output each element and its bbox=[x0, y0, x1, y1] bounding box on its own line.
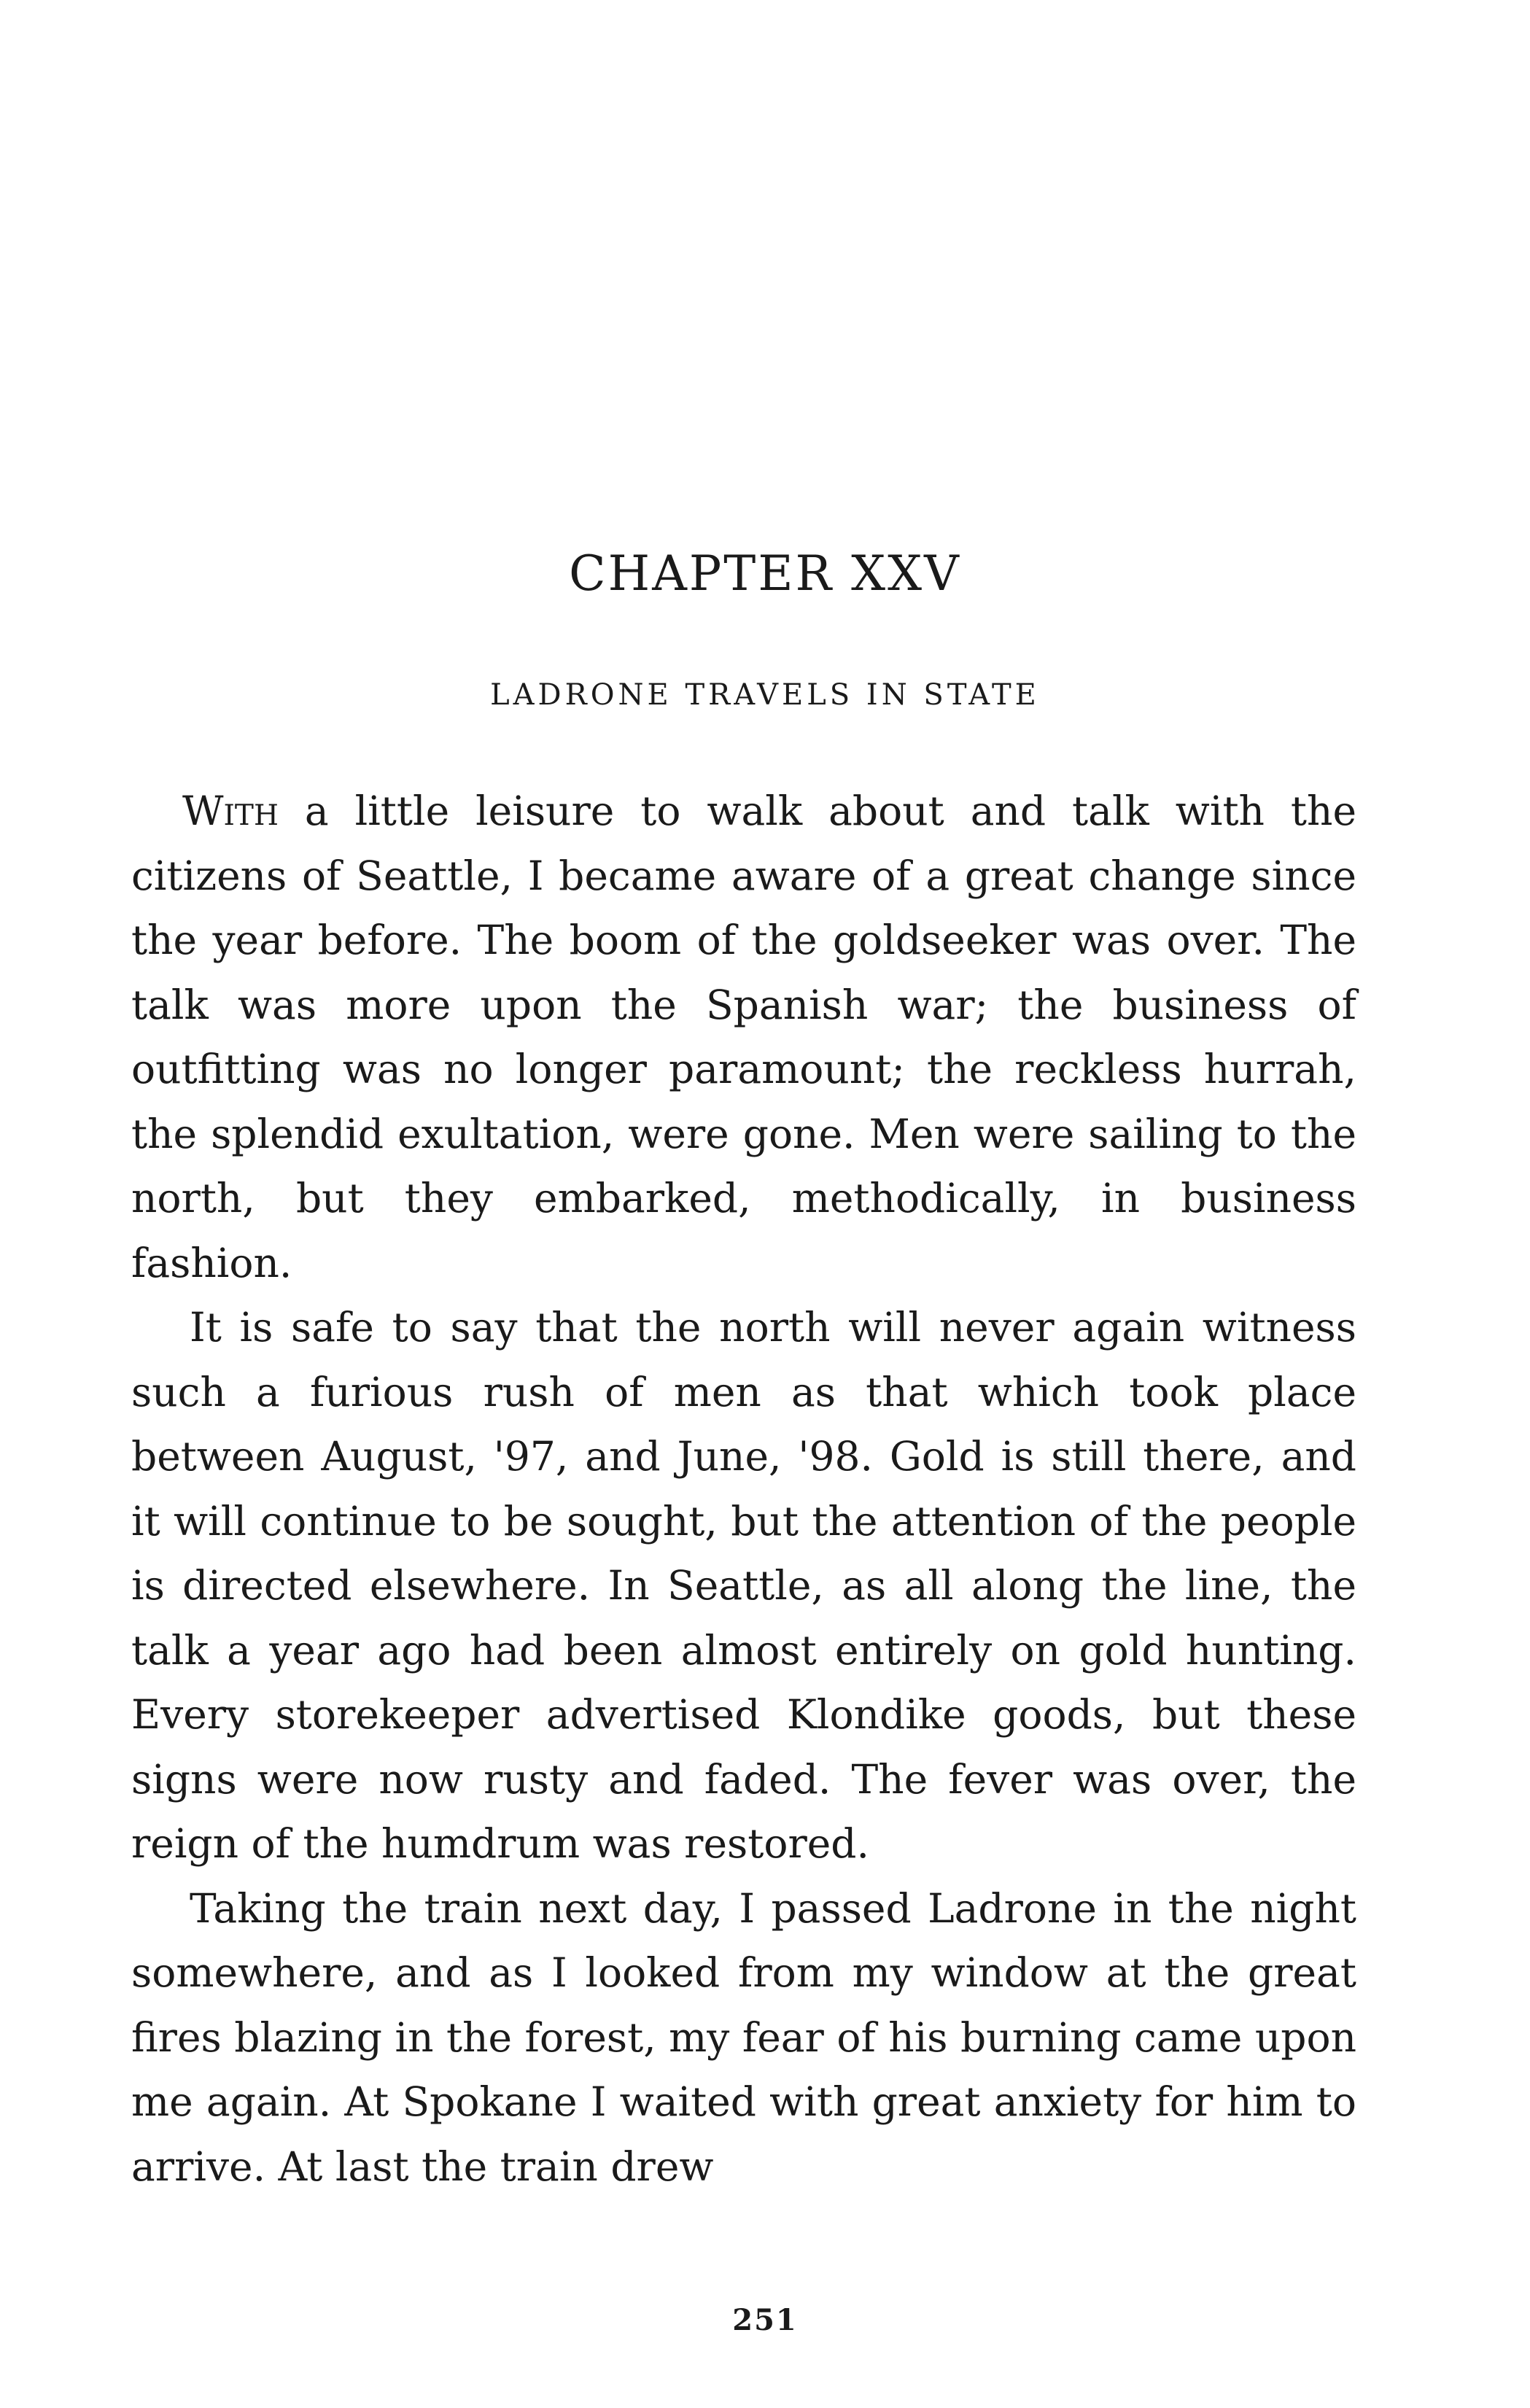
chapter-number: CHAPTER XXV bbox=[569, 545, 961, 602]
paragraph-text: a little leisure to walk about and talk with the citizens of Seattle, I became aware of a great change since the year before. The boom of the goldseeker was over. The talk was more upon the Spanish war; the business of outfitting was no longer paramount; the reckless hurrah, the splendid exultation, were gone. Men were sailing to the north, but they embarked, methodically, in business fashion. bbox=[131, 788, 1356, 1286]
paragraph: It is safe to say that the north will never again witness such a furious rush of men as that which took place between August, '97, and June, '98. Gold is still there, and it will continue to be sought, but the attention of the people is directed elsewhere. In Seattle, as all along the line, the talk a year ago had been almost entirely on gold hunting. Every storekeeper advertised Klondike goods, but these signs were now rusty and faded. The fever was over, the reign of the humdrum was restored. bbox=[131, 1304, 1356, 1867]
paragraph bbox=[131, 779, 1356, 1295]
drop-lead-word: With bbox=[182, 788, 279, 834]
chapter-body bbox=[131, 779, 1356, 2199]
paragraph: Taking the train next day, I passed Ladrone in the night somewhere, and as I looked from my window at the great fires blazing in the forest, my fear of his burning came upon me again. At Spokane I waited with great anxiety for him to arrive. At last the train drew bbox=[131, 1884, 1356, 2190]
chapter-title: LADRONE TRAVELS IN STATE bbox=[490, 678, 1040, 712]
page-number: 251 bbox=[732, 2303, 798, 2337]
